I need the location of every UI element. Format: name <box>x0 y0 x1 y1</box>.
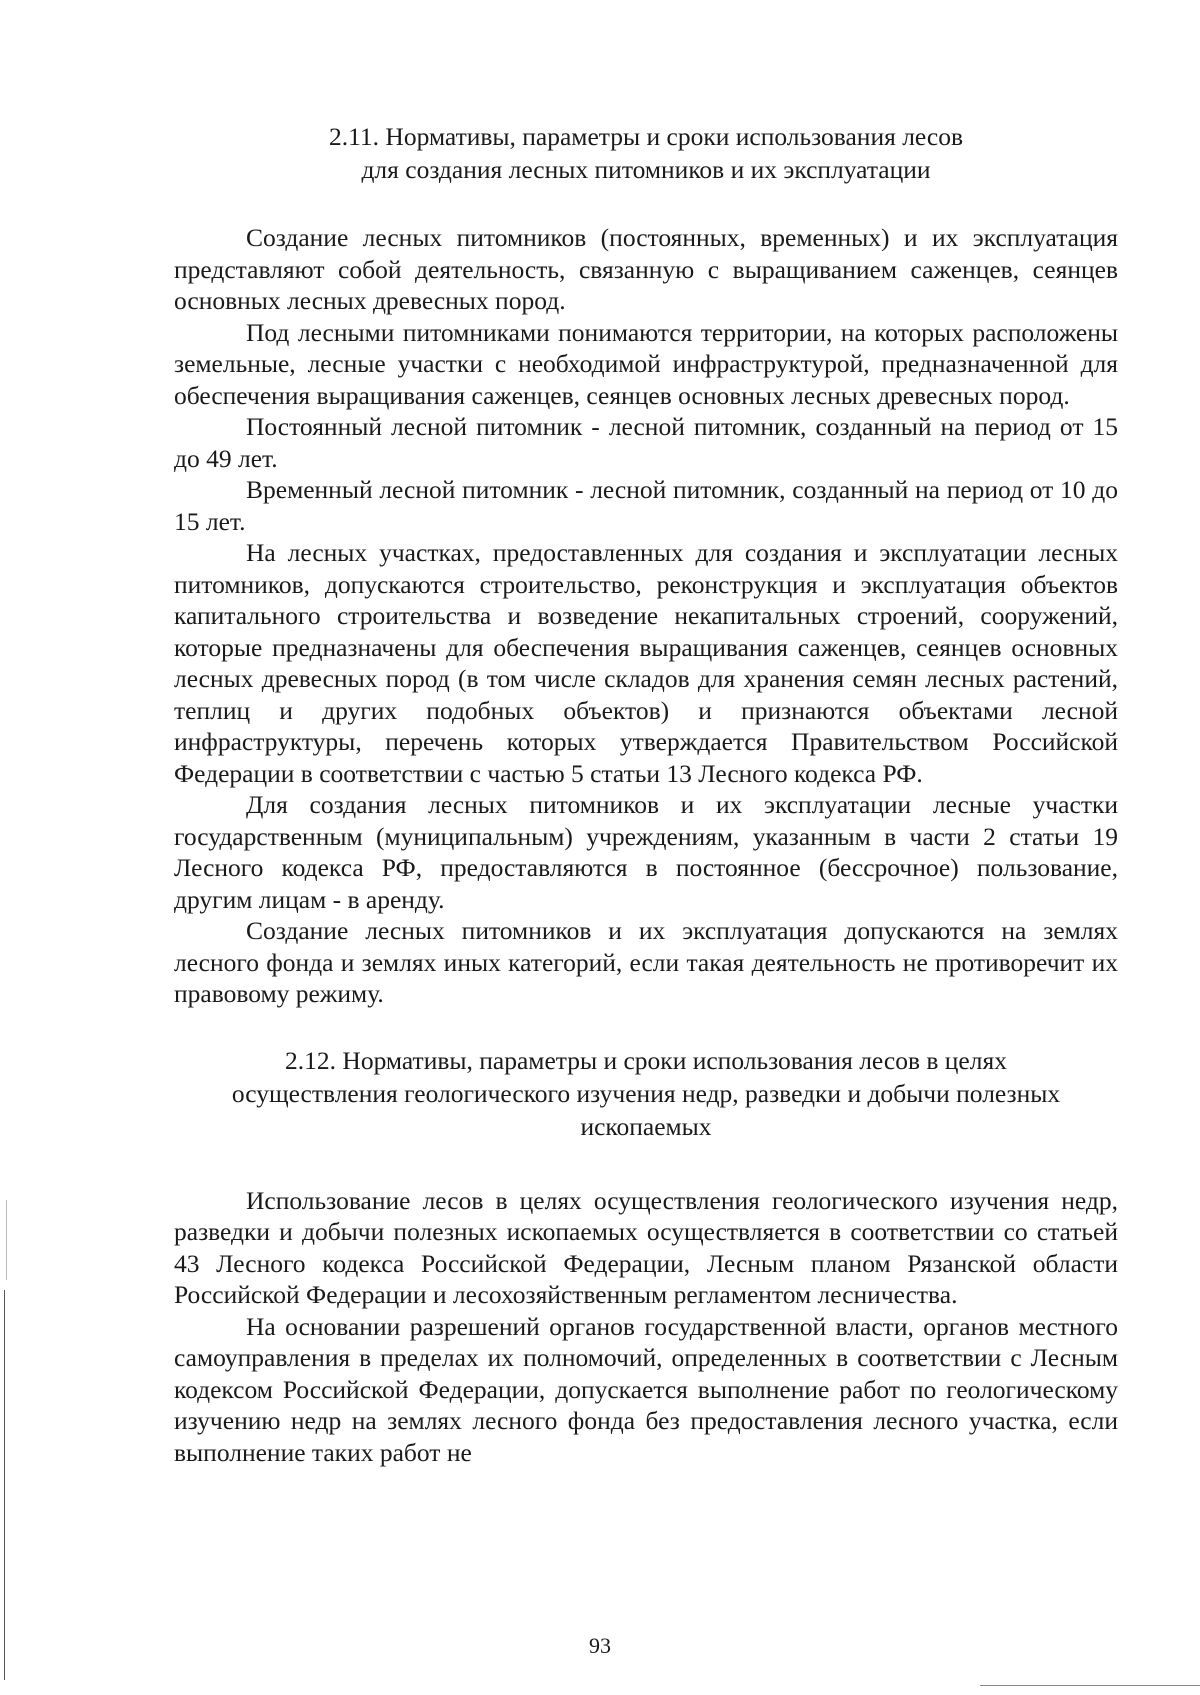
paragraph: Для создания лесных питомников и их эксплуатации лесные участки государственным (муниципальным) учреждениям, указанным в части 2 статьи 19 Лесного кодекса РФ, предоставляются в постоянное (бессрочное) пользование, другим лицам - в аренду. <box>174 790 1118 914</box>
paragraph: На основании разрешений органов государственной власти, органов местного самоуправления в пределах их полномочий, определенных в соответствии с Лесным кодексом Российской Федерации, допускается выполнение работ по геологическому изучению недр на землях лесного фонда без предоставления лесного участка, если выполнение таких работ не <box>174 1311 1118 1467</box>
paragraph: Под лесными питомниками понимаются территории, на которых расположены земельные, лесные участки с необходимой инфраструктурой, предназначенной для обеспечения выращивания саженцев, сеянцев основных лесных древесных пород. <box>174 317 1118 410</box>
paragraph: На лесных участках, предоставленных для создания и эксплуатации лесных питомников, допускаются строительство, реконструкция и эксплуатация объектов капитального строительства и возведение некапитальных строений, сооружений, которые предназначены для обеспечения выращивания саженцев, сеянцев основных лесных древесных пород (в том числе складов для хранения семян лесных растений, теплиц и других подобных объектов) и признаются объектами лесной инфраструктуры, перечень которых утверждается Правительством Российской Федерации в соответствии с частью 5 статьи 13 Лесного кодекса РФ. <box>174 538 1118 788</box>
heading-line: 2.11. Нормативы, параметры и сроки использования лесов <box>328 122 963 151</box>
scan-artifact-edge <box>6 1200 7 1280</box>
heading-line: ископаемых <box>580 1111 712 1141</box>
paragraph: Создание лесных питомников (постоянных, временных) и их эксплуатация представляют собой деятельность, связанную с выращиванием саженцев, сеянцев основных лесных древесных пород. <box>174 223 1118 315</box>
paragraph: Постоянный лесной питомник - лесной питомник, созданный на период от 15 до 49 лет. <box>174 412 1118 473</box>
heading-line: осуществления геологического изучения недр, разведки и добычи полезных <box>231 1078 1061 1108</box>
paragraph: Временный лесной питомник - лесной питомник, созданный на период от 10 до 15 лет. <box>174 475 1118 536</box>
paragraph: Создание лесных питомников и их эксплуатация допускаются на землях лесного фонда и землях иных категорий, если такая деятельность не противоречит их правовому режиму. <box>174 916 1118 1008</box>
heading-line: 2.12. Нормативы, параметры и сроки использования лесов в целях <box>285 1045 1007 1075</box>
heading-line: для создания лесных питомников и их эксплуатации <box>361 155 931 184</box>
scan-artifact-bottom <box>980 1685 1200 1686</box>
scan-artifact-edge <box>4 1290 5 1680</box>
document-page <box>174 120 1118 1468</box>
page-number: 93 <box>589 1633 611 1658</box>
section-heading-2-11 <box>174 120 1118 186</box>
paragraph: Использование лесов в целях осуществления геологического изучения недр, разведки и добычи полезных ископаемых осуществляется в соответствии со статьей 43 Лесного кодекса Российской Федерации, Лесным планом Рязанской области Российской Федерации и лесохозяйственным регламентом лесничества. <box>174 1185 1118 1309</box>
section-heading-2-12 <box>174 1044 1118 1143</box>
